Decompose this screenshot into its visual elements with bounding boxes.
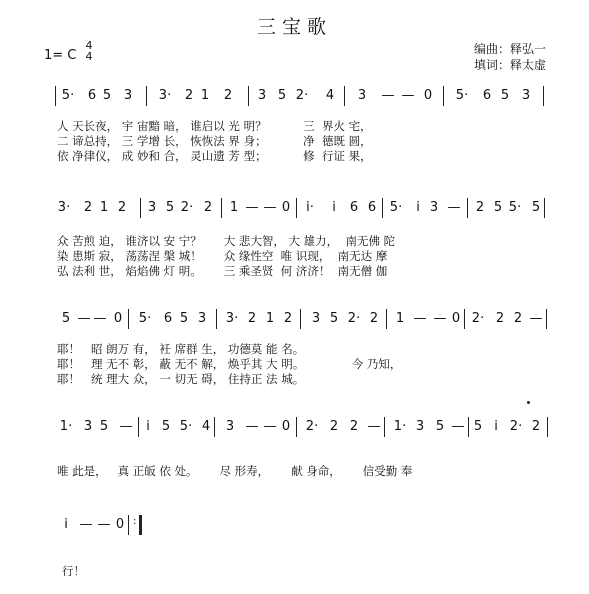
- note: 6: [482, 88, 492, 103]
- note: —: [529, 311, 543, 326]
- note: 2: [475, 200, 485, 215]
- note: —: [381, 88, 395, 103]
- note: 5: [179, 311, 189, 326]
- barline: [146, 86, 147, 106]
- barline: [547, 417, 548, 437]
- note: 2·: [471, 311, 485, 326]
- note: 0: [115, 517, 125, 532]
- note: 1·: [393, 419, 407, 434]
- note: —: [401, 88, 415, 103]
- barline: [296, 417, 297, 437]
- note: 2: [349, 419, 359, 434]
- note: 0: [281, 419, 291, 434]
- note: 3: [225, 419, 235, 434]
- note: 5·: [61, 88, 75, 103]
- note: —: [263, 419, 277, 434]
- barline: [543, 86, 544, 106]
- note: 2: [531, 419, 541, 434]
- note: —: [79, 517, 93, 532]
- note: 2: [495, 311, 505, 326]
- note: —: [413, 311, 427, 326]
- note: 1: [395, 311, 405, 326]
- note: 2·: [295, 88, 309, 103]
- note: 2: [513, 311, 523, 326]
- lyric-line: 耶！ 统 理大 众， 一 切无 碍， 住持正 法 城。: [57, 372, 305, 386]
- lyric-line: 行！: [62, 564, 85, 578]
- barline: [544, 198, 545, 218]
- note: 3: [521, 88, 531, 103]
- note: 0: [281, 200, 291, 215]
- note: 5: [161, 419, 171, 434]
- barline: [300, 309, 301, 329]
- barline: [55, 86, 56, 106]
- note: 2·: [347, 311, 361, 326]
- barline: [296, 198, 297, 218]
- note: 5·: [455, 88, 469, 103]
- note: 3·: [225, 311, 239, 326]
- barline: [468, 417, 469, 437]
- note: 3: [429, 200, 439, 215]
- note: 4: [325, 88, 335, 103]
- note: 1: [265, 311, 275, 326]
- note: 6: [87, 88, 97, 103]
- time-signature: [84, 40, 94, 62]
- lyric-line: 耶！ 理 无不 彰， 蔽 无不 解， 焕乎其 大 明。 今 乃知，: [57, 357, 402, 371]
- note: 6: [163, 311, 173, 326]
- note: —: [93, 311, 107, 326]
- note: 2·: [509, 419, 523, 434]
- note: 5: [61, 311, 71, 326]
- note: 2: [83, 200, 93, 215]
- barline: [214, 417, 215, 437]
- staff-system-1: [0, 84, 589, 108]
- note: 3: [357, 88, 367, 103]
- note: 2: [283, 311, 293, 326]
- time-signature-bottom: 4: [85, 50, 93, 63]
- note: —: [119, 419, 133, 434]
- note: 2·: [305, 419, 319, 434]
- note: —: [245, 419, 259, 434]
- note: 5: [531, 200, 541, 215]
- note: i: [494, 419, 498, 434]
- barline: [384, 417, 385, 437]
- note: 1: [200, 88, 210, 103]
- barline: [386, 309, 387, 329]
- note: 2: [369, 311, 379, 326]
- note: i: [146, 419, 150, 434]
- note: 5·: [179, 419, 193, 434]
- note: 2: [184, 88, 194, 103]
- lyric-line: 人 天长夜， 宇 宙黯 暗， 谁启以 光 明？ 三 界火 宅，: [57, 119, 372, 133]
- final-barline-thin: [128, 515, 129, 535]
- note: 1·: [59, 419, 73, 434]
- note: i·: [306, 200, 314, 215]
- barline: [443, 86, 444, 106]
- note: 3: [257, 88, 267, 103]
- barline: [382, 198, 383, 218]
- lyric-line: 唯 此是， 真 正皈 依 处。 尽 形寿， 献 身命， 信受勤 奉: [57, 464, 413, 478]
- note: —: [263, 200, 277, 215]
- barline: [546, 309, 547, 329]
- note: 5·: [389, 200, 403, 215]
- note: 0: [113, 311, 123, 326]
- note: —: [433, 311, 447, 326]
- key-signature: 1= C: [44, 48, 77, 63]
- note: 4: [201, 419, 211, 434]
- lyric-line: 众 苦煎 迫， 谁济以 安 宁？ 大 悲大智， 大 雄力， 南无佛 陀: [57, 234, 396, 248]
- note: 5: [329, 311, 339, 326]
- note: 5: [473, 419, 483, 434]
- note: —: [97, 517, 111, 532]
- note: 5: [493, 200, 503, 215]
- note: —: [245, 200, 259, 215]
- barline: [221, 198, 222, 218]
- note: 1: [99, 200, 109, 215]
- note: 3: [83, 419, 93, 434]
- note: 0: [423, 88, 433, 103]
- staff-system-2: [0, 196, 589, 220]
- note: 3: [147, 200, 157, 215]
- note: 5·: [138, 311, 152, 326]
- note: 2·: [180, 200, 194, 215]
- note: 2: [223, 88, 233, 103]
- time-signature-top: 4: [85, 39, 93, 52]
- note: 3: [197, 311, 207, 326]
- note: 3·: [158, 88, 172, 103]
- note: 5·: [508, 200, 522, 215]
- note: 2: [247, 311, 257, 326]
- note: 2: [203, 200, 213, 215]
- note: 1: [229, 200, 239, 215]
- note: —: [447, 200, 461, 215]
- note: 5: [500, 88, 510, 103]
- note: 3: [415, 419, 425, 434]
- note: 2: [117, 200, 127, 215]
- song-title: 三宝歌: [256, 16, 332, 38]
- note: 5: [165, 200, 175, 215]
- lyricist-credit: 填词：释太虚: [474, 58, 547, 72]
- final-barline-thick: [139, 515, 142, 535]
- note: 5: [277, 88, 287, 103]
- composer-credit: 编曲：释弘一: [474, 42, 547, 56]
- lyric-line: 二 谛总持， 三 学增 长， 恢恢法 界 身； 净 德既 圆，: [57, 134, 372, 148]
- barline: [464, 309, 465, 329]
- barline: [128, 309, 129, 329]
- staff-system-4: [0, 415, 589, 439]
- stray-dot: [527, 401, 530, 404]
- barline: [140, 198, 141, 218]
- repeat-dots: :: [133, 516, 137, 527]
- lyric-line: 弘 法利 世， 焰焰佛 灯 明。 三 乘圣贤 何 济济！ 南无僧 伽: [57, 264, 388, 278]
- staff-system-3: [0, 307, 589, 331]
- note: 2: [329, 419, 339, 434]
- note: i: [416, 200, 420, 215]
- note: 6: [367, 200, 377, 215]
- lyric-line: 耶！ 昭 朗万 有， 衽 席群 生， 功德莫 能 名。: [57, 342, 305, 356]
- note: 3: [311, 311, 321, 326]
- note: —: [451, 419, 465, 434]
- barline: [216, 309, 217, 329]
- note: 3·: [57, 200, 71, 215]
- note: 6: [349, 200, 359, 215]
- note: 5: [102, 88, 112, 103]
- note: 3: [123, 88, 133, 103]
- note: 5: [99, 419, 109, 434]
- barline: [344, 86, 345, 106]
- barline: [467, 198, 468, 218]
- note: —: [77, 311, 91, 326]
- note: 0: [451, 311, 461, 326]
- lyric-line: 染 患斯 寂， 荡荡涅 槃 城！ 众 缘性空 唯 识现， 南无达 摩: [57, 249, 388, 263]
- staff-system-5: [0, 513, 589, 537]
- note: i: [332, 200, 336, 215]
- note: i: [64, 517, 68, 532]
- note: 5: [435, 419, 445, 434]
- barline: [248, 86, 249, 106]
- lyric-line: 依 净律仪， 成 妙和 合， 灵山遗 芳 型； 修 行证 果，: [57, 149, 372, 163]
- barline: [138, 417, 139, 437]
- note: —: [367, 419, 381, 434]
